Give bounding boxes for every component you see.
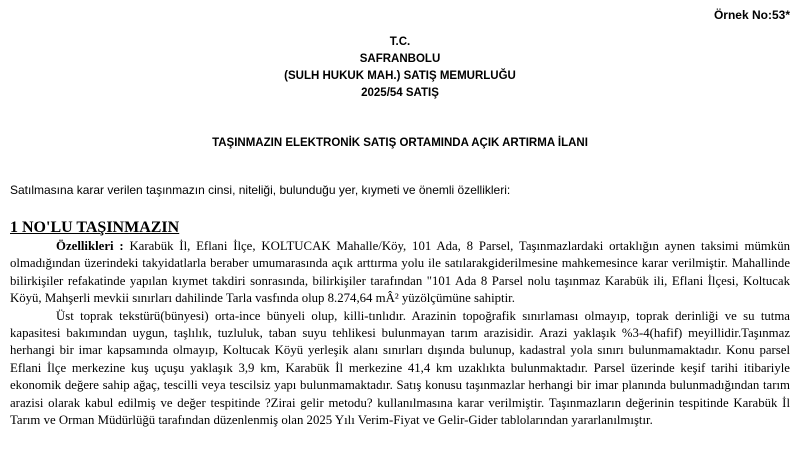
announcement-title: TAŞINMAZIN ELEKTRONİK SATIŞ ORTAMINDA AÇIK ARTIRMA İLANI <box>212 137 588 149</box>
property-heading: 1 NO'LU TAŞINMAZIN <box>10 219 180 236</box>
property-description <box>10 238 790 429</box>
header-line-city: SAFRANBOLU <box>359 53 441 65</box>
document-header <box>0 34 800 102</box>
header-line-case-no: 2025/54 SATIŞ <box>361 87 439 99</box>
property-paragraph-2: Üst toprak tekstürü(bünyesi) orta-ince bünyeli olup, killi-tınlıdır. Arazinin topoğrafik sınırlaması olmayıp, toprak derinliği ve su tutma kapasitesi bakımından uygun, taşlılık, tuzluluk, taban suyu tehlikesi bulunmayan tarım arazisidir. Arazi yaklaşık %3-4(hafif) meyillidir.Taşınmaz herhangi bir imar kapsamında olmayıp, Koltucak Köyü yerleşik alanı sınırları dışında bulunup, kadastral yola sınırı bulunmamaktadır. Konu parsel Eflani İlçe merkezine kuş uçuşu yaklaşık 3,9 km, Karabük İl merkezine 41,4 km uzaklıkta bulunmaktadır. Parsel üzerinde keşif tarihi itibariyle ekonomik değere sahip ağaç, tescilli veya tescilsiz yapı bulunmamaktadır. Satış konusu taşınmazlar herhangi bir imar planında bulunmadığından tarım arazisi olarak kabul edilmiş ve değer tespitinde ?Zirai gelir metodu? kullanılmasına karar verilmiştir. Taşınmazların değerinin tespitinde Karabük İl Tarım ve Orman Müdürlüğü tarafından düzenlenmiş olan 2025 Yılı Verim-Fiyat ve Gelir-Gider tablolarından yararlanılmıştır. <box>10 308 790 428</box>
paragraph-1-text: Karabük İl, Eflani İlçe, KOLTUCAK Mahalle/Köy, 101 Ada, 8 Parsel, Taşınmazlardaki ortaklığın aynen taksimi mümkün olmadığından üzerindeki takyidatlarla beraber umumarasında açık arttırma yolu ile satılarakgiderilmesine mahkemesince karar verilmiştir. Mahallinde bilirkişiler refakatinde yapılan kıymet takdiri sonrasında, bilirkişiler tarafından "101 Ada 8 Parsel nolu taşınmaz Karabük ili, Eflani İlçesi, Koltucak Köyü, Mahşerli mevkii sınırları dahilinde Tarla vasfında olup 8.274,64 mÂ² yüzölçümüne sahiptir. <box>10 239 790 306</box>
intro-text: Satılmasına karar verilen taşınmazın cinsi, niteliği, bulunduğu yer, kıymeti ve önemli özellikleri: <box>10 183 511 197</box>
sample-number: Örnek No:53* <box>713 8 790 22</box>
header-line-office: (SULH HUKUK MAH.) SATIŞ MEMURLUĞU <box>284 70 516 82</box>
header-line-tc: T.C. <box>389 36 411 48</box>
property-paragraph-1 <box>10 238 790 308</box>
features-label: Özellikleri : <box>56 239 124 253</box>
